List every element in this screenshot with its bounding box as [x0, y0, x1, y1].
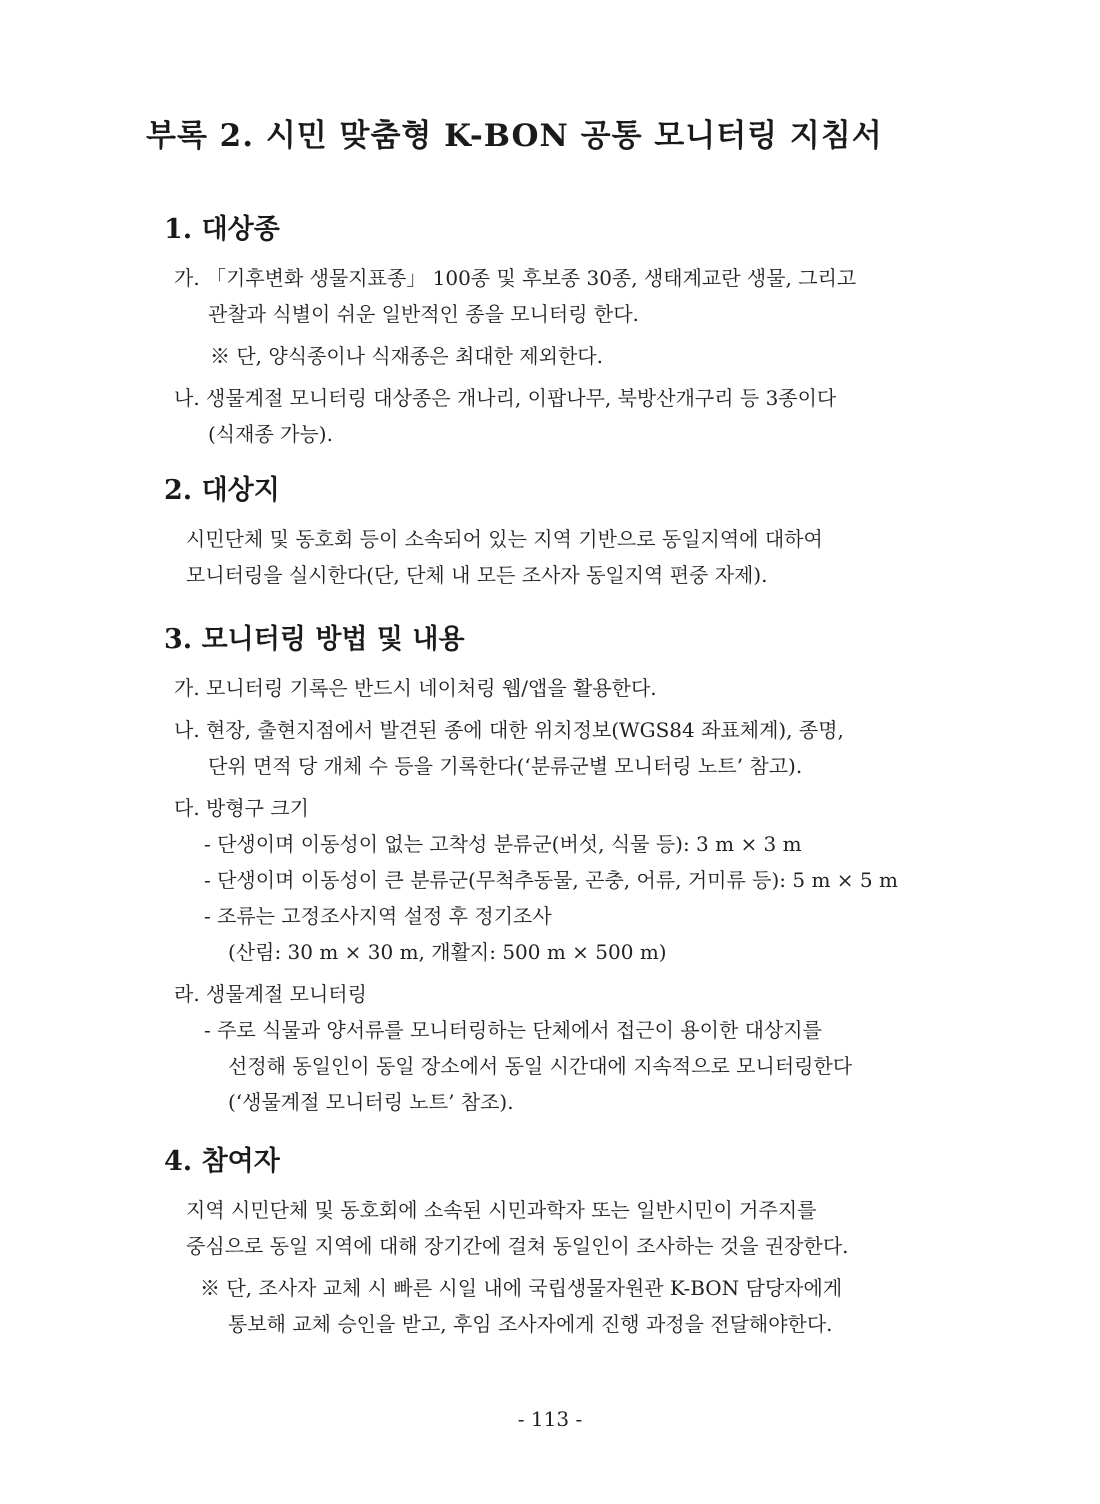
text-line: 가. 「기후변화 생물지표종」 100종 및 후보종 30종, 생태계교란 생물, 그리고 [174, 266, 857, 290]
section-heading: 2. 대상지 [164, 475, 280, 506]
text-line: 중심으로 동일 지역에 대해 장기간에 걸쳐 동일인이 조사하는 것을 권장한다. [186, 1234, 849, 1258]
section-heading: 3. 모니터링 방법 및 내용 [164, 624, 465, 655]
text-line: - 주로 식물과 양서류를 모니터링하는 단체에서 접근이 용이한 대상지를 [204, 1018, 822, 1042]
note [164, 338, 964, 374]
text-line: 나. 현장, 출현지점에서 발견된 종에 대한 위치정보(WGS84 좌표체계), 종명, [174, 718, 844, 742]
text-line: (식재종 가능). [208, 422, 333, 446]
section-participants [164, 1142, 964, 1348]
document-title: 부록 2. 시민 맞춤형 K-BON 공통 모니터링 지침서 [146, 118, 883, 154]
dash-item [164, 898, 964, 970]
list-item [164, 670, 964, 706]
text-line: (산림: 30 m × 30 m, 개활지: 500 m × 500 m) [228, 940, 667, 964]
text-line: 다. 방형구 크기 [174, 796, 309, 820]
section-target-site [164, 471, 964, 599]
text-line: 통보해 교체 승인을 받고, 후임 조사자에게 진행 과정을 전달해야한다. [228, 1312, 833, 1336]
paragraph [164, 1192, 964, 1264]
section-monitoring-method [164, 620, 964, 1126]
list-item [164, 976, 964, 1012]
text-line: ※ 단, 조사자 교체 시 빠른 시일 내에 국립생물자원관 K-BON 담당자에게 [200, 1276, 843, 1300]
section-heading: 1. 대상종 [164, 214, 280, 245]
list-item [164, 790, 964, 826]
text-line: - 조류는 고정조사지역 설정 후 정기조사 [204, 904, 552, 928]
text-line: ※ 단, 양식종이나 식재종은 최대한 제외한다. [210, 344, 603, 368]
section-heading: 4. 참여자 [164, 1146, 280, 1177]
section-target-species [164, 210, 964, 458]
text-line: 시민단체 및 동호회 등이 소속되어 있는 지역 기반으로 동일지역에 대하여 [186, 527, 823, 551]
dash-item [164, 1012, 964, 1120]
text-line: 모니터링을 실시한다(단, 단체 내 모든 조사자 동일지역 편중 자제). [186, 563, 768, 587]
list-item [164, 380, 964, 452]
text-line: 지역 시민단체 및 동호회에 소속된 시민과학자 또는 일반시민이 거주지를 [186, 1198, 817, 1222]
note [164, 1270, 964, 1342]
list-item [164, 712, 964, 784]
text-line: 가. 모니터링 기록은 반드시 네이처링 웹/앱을 활용한다. [174, 676, 657, 700]
text-line: 관찰과 식별이 쉬운 일반적인 종을 모니터링 한다. [208, 302, 639, 326]
text-line: (‘생물계절 모니터링 노트’ 참조). [228, 1090, 514, 1114]
dash-item [164, 862, 964, 898]
list-item [164, 260, 964, 332]
text-line: 라. 생물계절 모니터링 [174, 982, 367, 1006]
dash-item [164, 826, 964, 862]
page-number: - 113 - [517, 1407, 583, 1431]
text-line: - 단생이며 이동성이 큰 분류군(무척추동물, 곤충, 어류, 거미류 등): 5 m × 5 m [204, 868, 898, 892]
text-line: 단위 면적 당 개체 수 등을 기록한다(‘분류군별 모니터링 노트’ 참고). [208, 754, 803, 778]
text-line: 선정해 동일인이 동일 장소에서 동일 시간대에 지속적으로 모니터링한다 [228, 1054, 853, 1078]
text-line: - 단생이며 이동성이 없는 고착성 분류군(버섯, 식물 등): 3 m × 3 m [204, 832, 802, 856]
text-line: 나. 생물계절 모니터링 대상종은 개나리, 이팝나무, 북방산개구리 등 3종이다 [174, 386, 837, 410]
paragraph [164, 521, 964, 593]
